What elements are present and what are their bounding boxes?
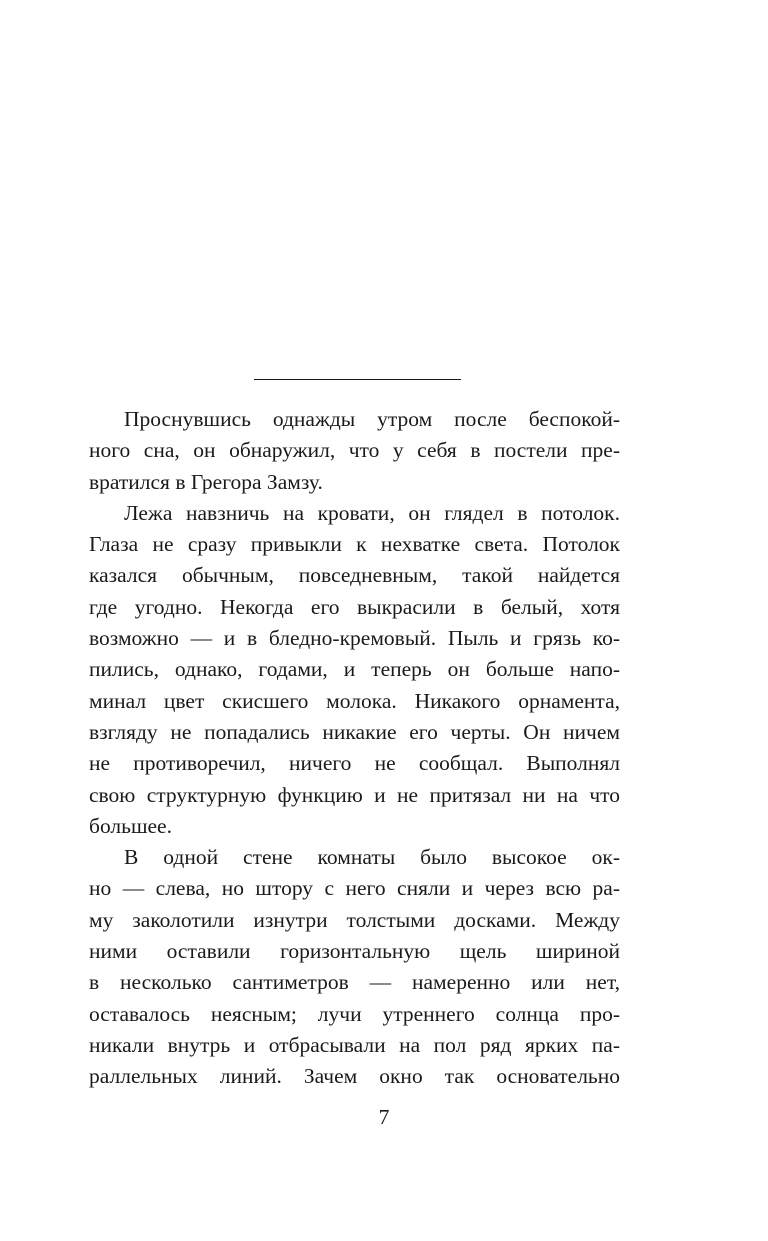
paragraph-2-line-8: взгляду не попадались никакие его черты. Он ничем [89,719,620,744]
paragraph-3-line-7: никали внутрь и отбрасывали на пол ряд ярких па- [89,1032,620,1057]
paragraph-2-line-6: пились, однако, годами, и теперь он больше напо- [89,657,620,682]
paragraph-3-line-4: ними оставили горизонтальную щель шириной [89,939,620,964]
paragraph-3-line-8: раллельных линий. Зачем окно так основательно [89,1064,620,1089]
paragraph-1-line-2: ного сна, он обнаружил, что у себя в постели пре- [89,438,620,463]
paragraph-1-line-1: Проснувшись однажды утром после беспокой- [124,407,620,431]
paragraph-2-line-3: казался обычным, повседневным, такой найдется [89,563,620,588]
paragraph-2-line-5: возможно — и в бледно-кремовый. Пыль и грязь ко- [89,626,620,651]
paragraph-3-line-1: В одной стене комнаты было высокое ок- [124,845,620,870]
paragraph-2-line-1: Лежа навзничь на кровати, он глядел в потолок. [124,500,620,525]
paragraph-3-line-3: му заколотили изнутри толстыми досками. Между [89,907,620,932]
paragraph-3-line-5: в несколько сантиметров — намеренно или нет, [89,970,620,995]
section-divider-rule [254,379,461,380]
paragraph-2-line-11: большее. [89,813,172,838]
paragraph-2-line-4: где угодно. Некогда его выкрасили в белый, хотя [89,594,620,619]
paragraph-3-line-2: но — слева, но штору с него сняли и через всю ра- [89,876,620,901]
paragraph-2-line-10: свою структурную функцию и не притязал ни на что [89,782,620,807]
paragraph-2-line-2: Глаза не сразу привыкли к нехватке света. Потолок [89,532,620,557]
paragraph-2-line-7: минал цвет скисшего молока. Никакого орнамента, [89,688,620,713]
page-number: 7 [378,1105,390,1129]
body-text [89,404,620,1093]
paragraph-1-line-3: вратился в Грегора Замзу. [89,469,323,494]
paragraph-3-line-6: оставалось неясным; лучи утреннего солнца про- [89,1001,620,1026]
paragraph-2-line-9: не противоречил, ничего не сообщал. Выполнял [89,751,620,776]
